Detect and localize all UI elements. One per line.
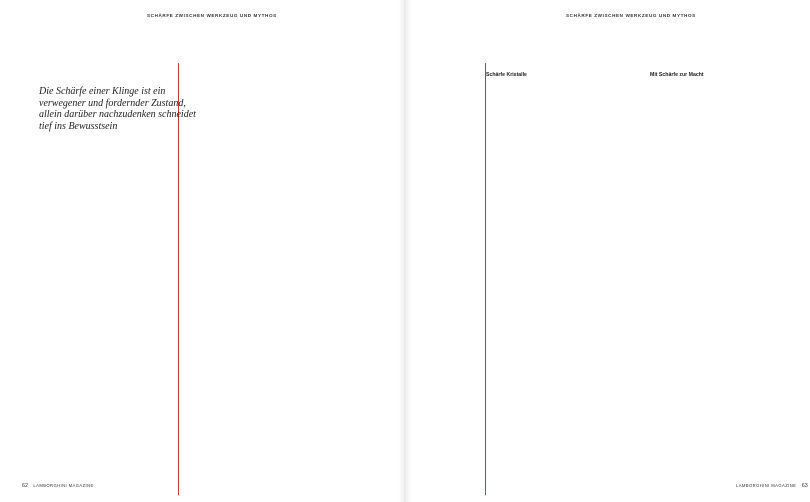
- body-column-3: [486, 118, 568, 124]
- running-head-left: SCHÄRFE ZWISCHEN WERKZEUG UND MYTHOS: [147, 13, 277, 18]
- body-column-1: [183, 118, 267, 124]
- body-column-2: [278, 118, 362, 124]
- folio-left: [22, 483, 94, 489]
- section-heading-left: Schärfe Kristalle: [486, 72, 527, 78]
- page-number-left: 62: [22, 483, 28, 489]
- magazine-name-right: LAMBORGHINI MAGAZINE: [736, 483, 797, 488]
- red-divider-right: [485, 63, 486, 495]
- pull-quote: Die Schärfe einer Klinge ist ein verwegener und fordernder Zustand, allein darüber nachzudenken schneidet tief ins Bewusstsein: [39, 86, 196, 132]
- body-column-5: [650, 118, 728, 124]
- folio-right: [736, 483, 808, 489]
- body-column-4: [572, 118, 646, 124]
- spine-gutter: [398, 0, 412, 502]
- magazine-name-left: LAMBORGHINI MAGAZINE: [33, 483, 94, 488]
- page-number-right: 63: [801, 483, 808, 489]
- section-heading-right: Mit Schärfe zur Macht: [650, 72, 704, 78]
- running-head-right: SCHÄRFE ZWISCHEN WERKZEUG UND MYTHOS: [566, 13, 696, 18]
- right-page: [405, 0, 810, 502]
- body-column-6: [732, 118, 802, 124]
